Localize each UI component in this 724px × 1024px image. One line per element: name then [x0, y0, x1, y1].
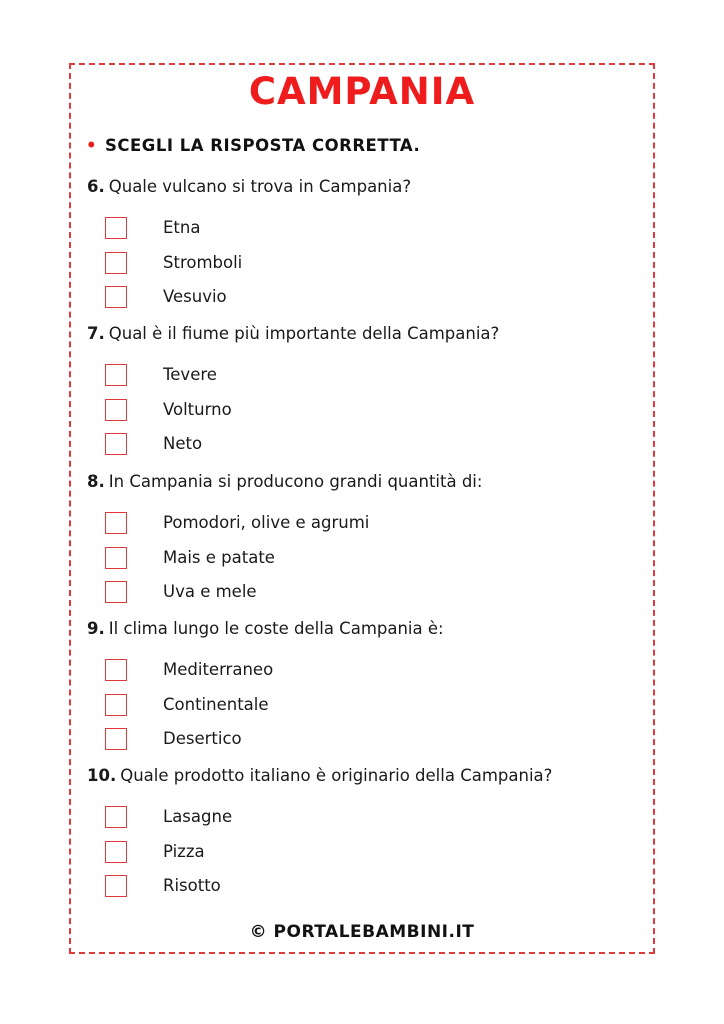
question-number: 8. — [87, 472, 105, 491]
question-text — [87, 175, 411, 199]
option-item — [87, 547, 482, 582]
option-label: Mais e patate — [163, 547, 275, 567]
option-item — [87, 694, 444, 729]
option-label: Vesuvio — [163, 287, 227, 307]
question-7 — [87, 322, 499, 468]
answer-checkbox[interactable] — [105, 547, 127, 569]
option-label: Lasagne — [163, 807, 233, 826]
page-title: CAMPANIA — [248, 70, 476, 113]
question-text — [87, 470, 482, 494]
answer-checkbox[interactable] — [105, 875, 127, 897]
option-item — [87, 433, 499, 468]
question-6 — [87, 175, 411, 321]
answer-checkbox[interactable] — [105, 659, 127, 681]
answer-checkbox[interactable] — [105, 364, 127, 386]
answer-checkbox[interactable] — [105, 286, 127, 308]
answer-checkbox[interactable] — [105, 252, 127, 274]
option-label: Uva e mele — [163, 582, 257, 602]
answer-checkbox[interactable] — [105, 217, 127, 239]
question-number: 6. — [87, 177, 105, 196]
question-text — [87, 764, 552, 788]
question-number: 9. — [87, 619, 105, 638]
question-label: Quale prodotto italiano è originario della Campania? — [120, 766, 553, 785]
option-label: Volturno — [163, 399, 232, 419]
question-text — [87, 322, 499, 346]
answer-checkbox[interactable] — [105, 512, 127, 534]
option-item — [87, 364, 499, 399]
bullet-icon: • — [86, 136, 98, 155]
question-label: Qual è il fiume più importante della Campania? — [108, 324, 500, 343]
question-label: In Campania si producono grandi quantità di: — [108, 472, 483, 491]
option-item — [87, 875, 552, 910]
option-item — [87, 659, 444, 694]
question-label: Quale vulcano si trova in Campania? — [108, 177, 412, 196]
option-label: Stromboli — [163, 252, 243, 272]
instruction — [86, 136, 420, 155]
options-list — [87, 659, 444, 763]
answer-checkbox[interactable] — [105, 694, 127, 716]
option-item — [87, 806, 552, 841]
options-list — [87, 806, 552, 910]
option-label: Desertico — [163, 729, 242, 749]
answer-checkbox[interactable] — [105, 433, 127, 455]
footer-copyright: © PORTALEBAMBINI.IT — [249, 922, 475, 942]
option-label: Mediterraneo — [163, 660, 274, 679]
option-item — [87, 728, 444, 763]
question-8 — [87, 470, 482, 616]
answer-checkbox[interactable] — [105, 841, 127, 863]
option-item — [87, 581, 482, 616]
option-label: Pizza — [163, 841, 205, 861]
answer-checkbox[interactable] — [105, 399, 127, 421]
instruction-text: SCEGLI LA RISPOSTA CORRETTA. — [105, 136, 421, 155]
answer-checkbox[interactable] — [105, 581, 127, 603]
question-10 — [87, 764, 552, 910]
options-list — [87, 512, 482, 616]
options-list — [87, 364, 499, 468]
question-number: 10. — [87, 766, 117, 785]
question-9 — [87, 617, 444, 763]
question-label: Il clima lungo le coste della Campania è: — [108, 619, 444, 638]
option-label: Tevere — [163, 365, 217, 384]
option-item — [87, 399, 499, 434]
option-label: Continentale — [163, 694, 269, 714]
question-text — [87, 617, 444, 641]
question-number: 7. — [87, 324, 105, 343]
option-label: Neto — [163, 434, 203, 454]
option-item — [87, 286, 411, 321]
options-list — [87, 217, 411, 321]
option-item — [87, 217, 411, 252]
option-item — [87, 512, 482, 547]
option-item — [87, 841, 552, 876]
answer-checkbox[interactable] — [105, 806, 127, 828]
option-label: Etna — [163, 218, 201, 237]
option-label: Pomodori, olive e agrumi — [163, 513, 370, 532]
answer-checkbox[interactable] — [105, 728, 127, 750]
option-item — [87, 252, 411, 287]
option-label: Risotto — [163, 876, 221, 896]
